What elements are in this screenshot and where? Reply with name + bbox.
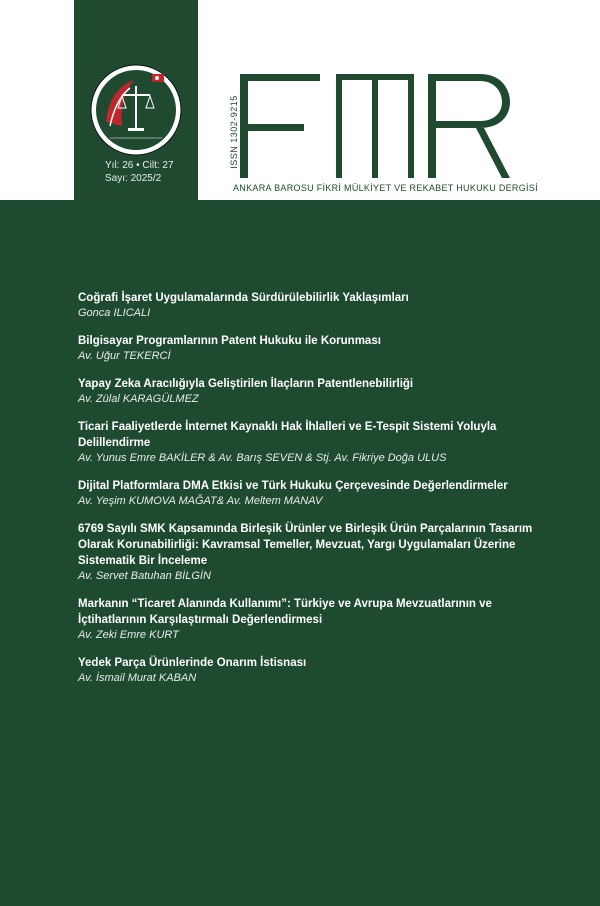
volume-year-line: Yıl: 26 • Cilt: 27: [105, 160, 174, 171]
article-authors: Av. Yunus Emre BAKİLER & Av. Barış SEVEN & Stj. Av. Fikriye Doğa ULUS: [78, 452, 447, 464]
journal-subtitle: ANKARA BAROSU FİKRİ MÜLKİYET VE REKABET HUKUKU DERGİSİ: [233, 183, 538, 193]
article-entry: [78, 521, 538, 583]
article-title: Coğrafi İşaret Uygulamalarında Sürdürülebilirlik Yaklaşımları: [78, 292, 409, 304]
article-entry: [78, 290, 538, 320]
article-title: Yedek Parça Ürünlerinde Onarım İstisnası: [78, 657, 307, 669]
table-of-contents: [78, 290, 538, 698]
issn: [227, 86, 241, 178]
article-authors: Av. Zülal KARAGÜLMEZ: [78, 393, 199, 405]
article-title: Markanın “Ticaret Alanında Kullanımı”: Türkiye ve Avrupa Mevzuatlarının ve İçtihatlarının Karşılaştırmalı Değerlendirmesi: [78, 598, 492, 626]
issn-text: ISSN 1302-9215: [229, 95, 239, 169]
volume-issue-line: Sayı: 2025/2: [105, 173, 162, 184]
article-authors: Av. İsmail Murat KABAN: [78, 672, 197, 684]
article-entry: [78, 376, 538, 406]
article-authors: Av. Servet Batuhan BİLGİN: [78, 570, 211, 582]
article-authors: Gonca ILICALI: [78, 307, 151, 319]
article-title: 6769 Sayılı SMK Kapsamında Birleşik Ürünler ve Birleşik Ürün Parçalarının Tasarım Olarak Korunabilirliği: Kavramsal Temeller, Mevzuat, Yargı Uygulamaları Üzerine Sistematik Bir İnceleme: [78, 523, 533, 567]
article-entry: [78, 478, 538, 508]
article-title: Ticari Faaliyetlerde İnternet Kaynaklı Hak İhlalleri ve E-Tespit Sistemi Yoluyla Delillendirme: [78, 421, 497, 449]
article-authors: Av. Yeşim KUMOVA MAĞAT& Av. Meltem MANAV: [78, 495, 323, 507]
ankara-bar-logo: [90, 64, 182, 156]
article-authors: Av. Uğur TEKERCİ: [78, 350, 171, 362]
article-title: Yapay Zeka Aracılığıyla Geliştirilen İlaçların Patentlenebilirliği: [78, 378, 414, 390]
article-entry: [78, 655, 538, 685]
article-title: Bilgisayar Programlarının Patent Hukuku ile Korunması: [78, 335, 381, 347]
article-title: Dijital Platformlara DMA Etkisi ve Türk Hukuku Çerçevesinde Değerlendirmeler: [78, 480, 508, 492]
volume-info: [105, 159, 174, 185]
article-authors: Av. Zeki Emre KURT: [78, 629, 179, 641]
article-entry: [78, 596, 538, 642]
fmr-logotype: [240, 70, 520, 178]
article-entry: [78, 419, 538, 465]
article-entry: [78, 333, 538, 363]
